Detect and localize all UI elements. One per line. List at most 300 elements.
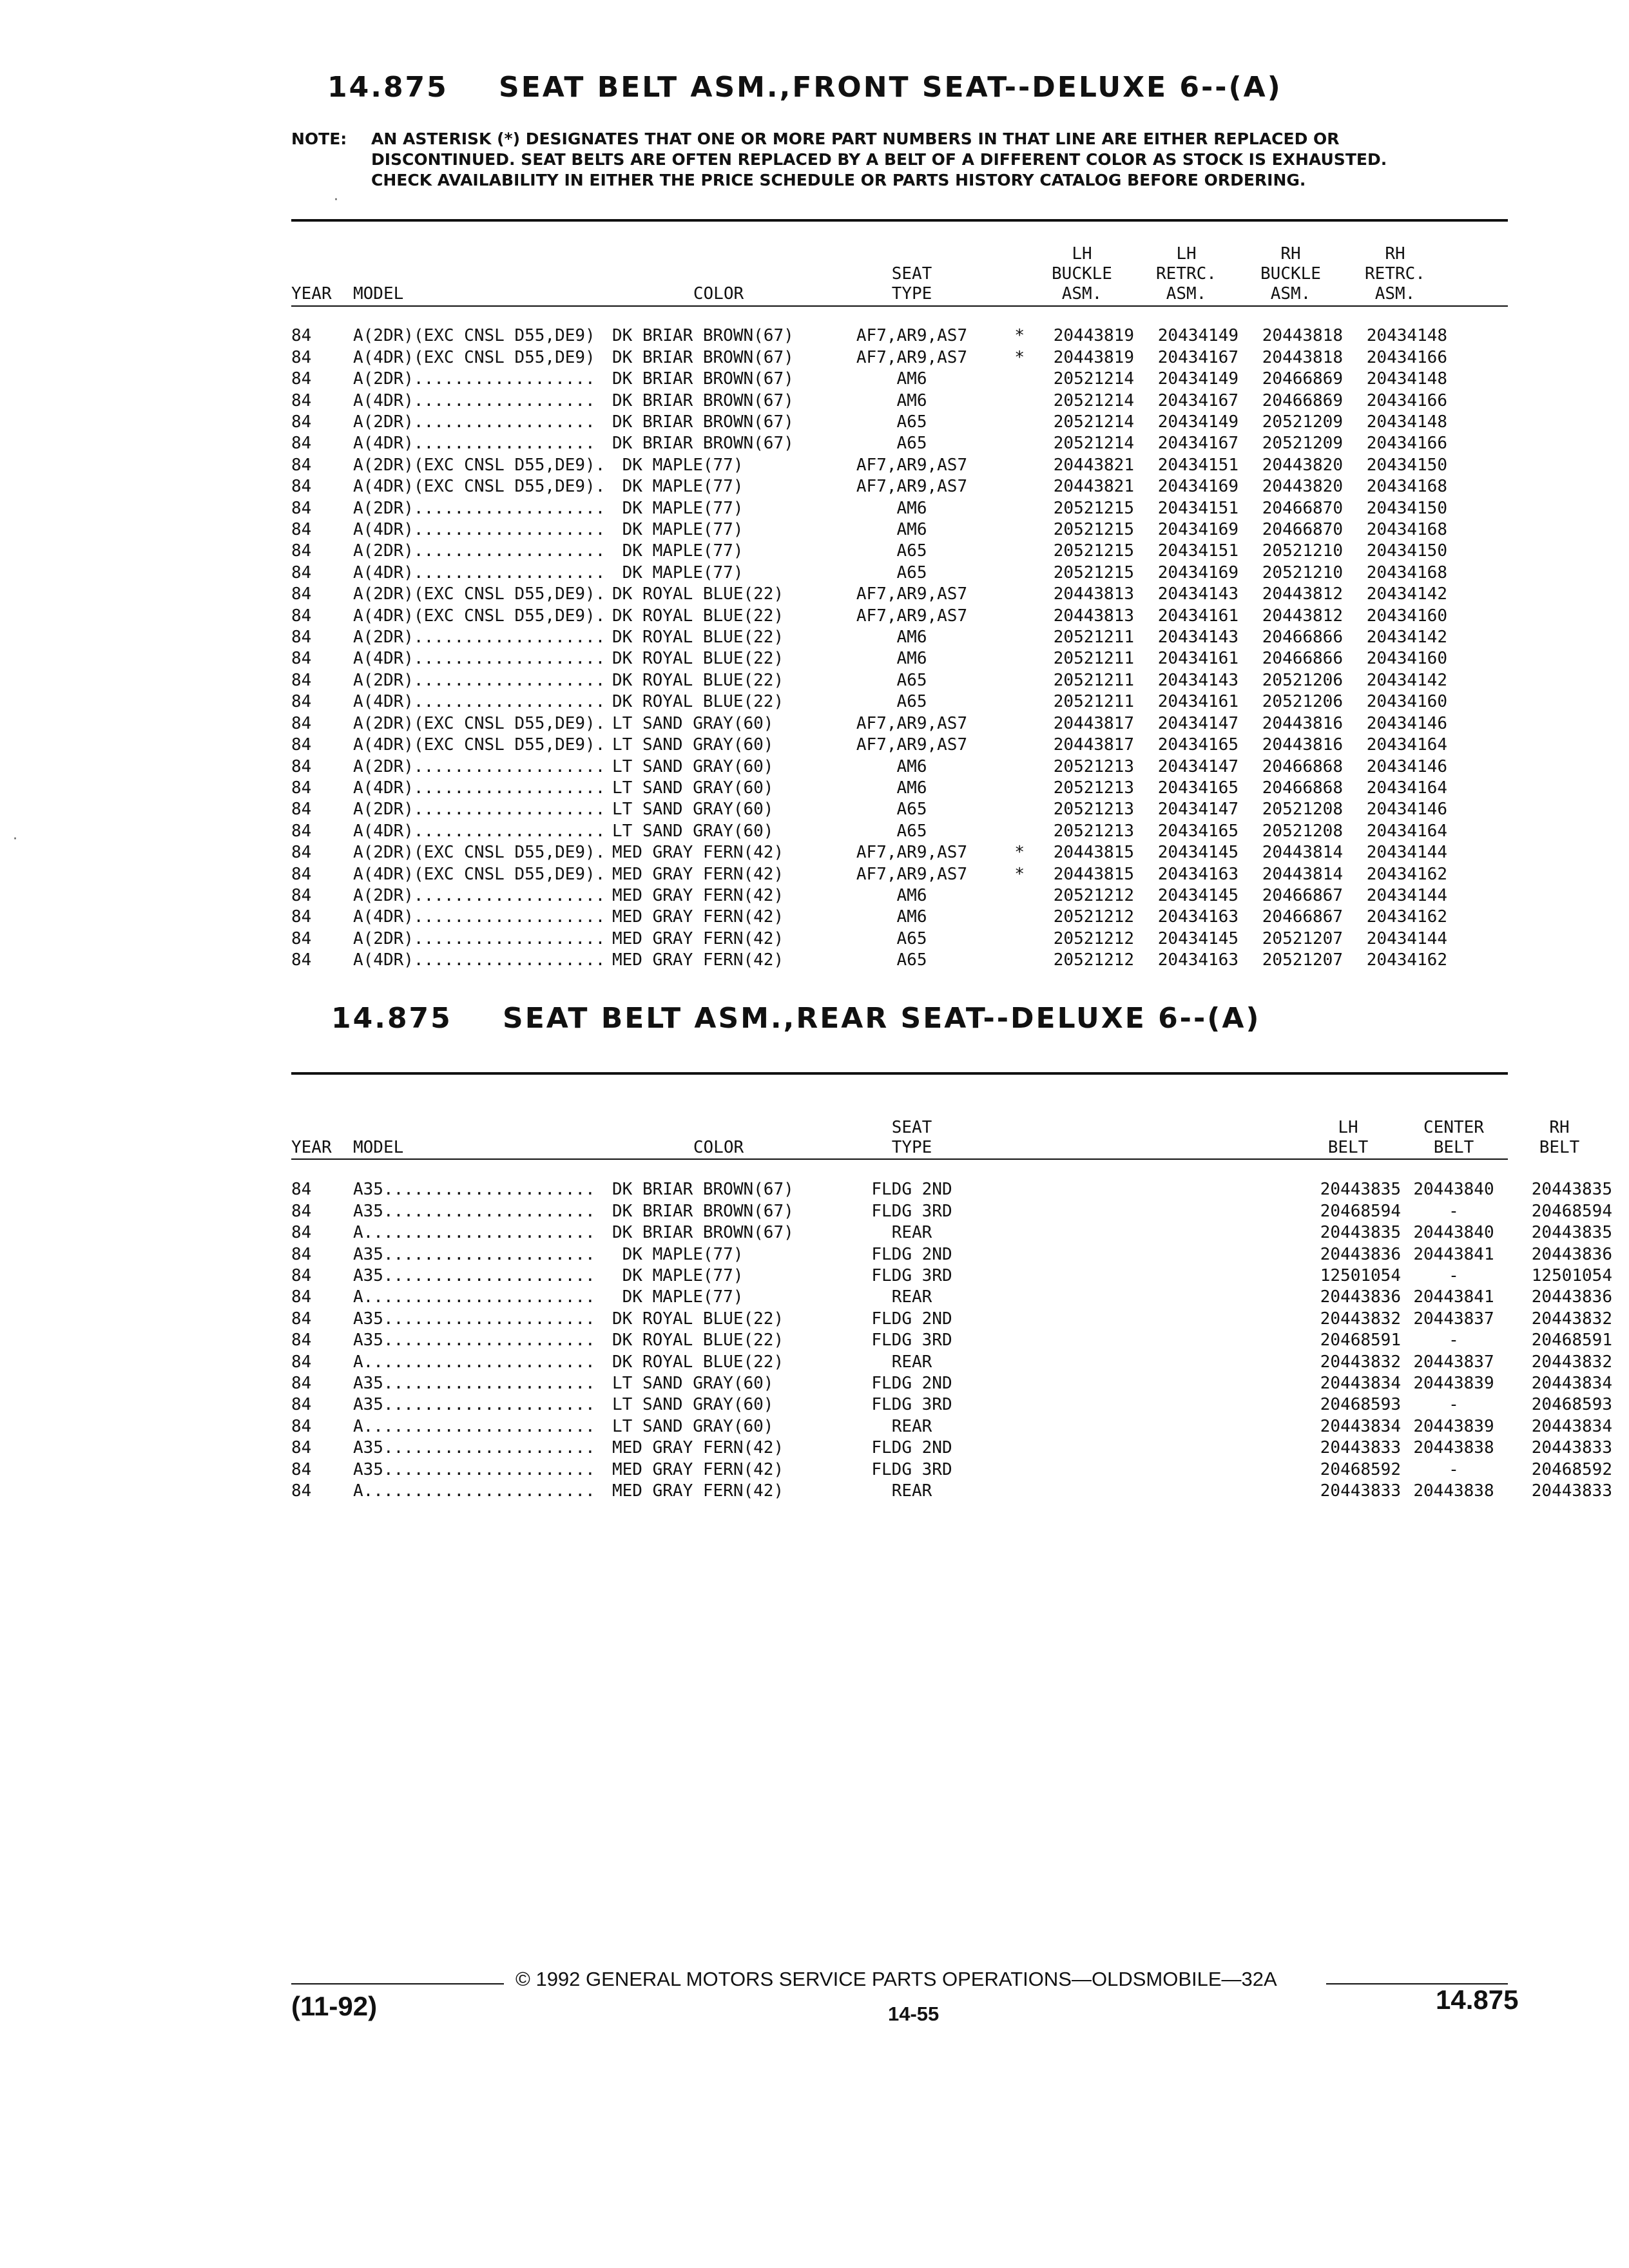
rh-buckle-cell: 20443812 xyxy=(1262,606,1343,626)
color-cell: DK ROYAL BLUE(22) xyxy=(612,692,784,712)
rh-belt-cell: 20468593 xyxy=(1531,1395,1612,1415)
col-star xyxy=(999,232,1030,304)
color-cell: MED GRAY FERN(42) xyxy=(612,864,784,884)
year-cell: 84 xyxy=(291,369,312,389)
year-cell: 84 xyxy=(291,1223,312,1243)
table-row xyxy=(291,1330,1612,1351)
asterisk-cell xyxy=(999,950,1030,971)
seat-type-cell: REAR xyxy=(891,1416,932,1436)
color-cell: LT SAND GRAY(60) xyxy=(612,735,774,755)
rh-retrc-cell: 20434150 xyxy=(1366,541,1447,561)
col-color: COLOR xyxy=(693,1138,744,1157)
col-center-belt: CENTER BELT xyxy=(1423,1118,1484,1157)
col-rh-buckle: RH BUCKLE ASM. xyxy=(1260,244,1321,303)
lh-buckle-cell: 20521214 xyxy=(1053,369,1134,389)
lh-retrc-cell: 20434151 xyxy=(1157,498,1239,518)
table-row xyxy=(291,1373,1612,1394)
center-belt-cell: - xyxy=(1449,1395,1459,1415)
asterisk-cell xyxy=(999,756,1030,778)
lh-belt-cell: 20443835 xyxy=(1320,1180,1401,1200)
asterisk-cell xyxy=(999,778,1030,799)
section-title: SEAT BELT ASM.,FRONT SEAT--DELUXE 6--(A) xyxy=(499,71,1282,104)
rh-buckle-cell: 20521208 xyxy=(1262,821,1343,841)
seat-type-cell: AF7,AR9,AS7 xyxy=(856,735,968,755)
lh-retrc-cell: 20434165 xyxy=(1157,735,1239,755)
year-cell: 84 xyxy=(291,1374,312,1394)
table-row xyxy=(291,821,1447,842)
model-cell: A(4DR)(EXC CNSL D55,DE9). xyxy=(353,735,606,755)
seat-type-cell: A65 xyxy=(896,950,927,970)
lh-retrc-cell: 20434143 xyxy=(1157,628,1239,648)
center-belt-cell: - xyxy=(1449,1201,1459,1221)
color-cell: DK BRIAR BROWN(67) xyxy=(612,1201,794,1221)
footer-page-number: 14-55 xyxy=(888,2003,940,2025)
color-cell: LT SAND GRAY(60) xyxy=(612,778,774,798)
seat-type-cell: FLDG 3RD xyxy=(871,1395,952,1415)
rh-belt-cell: 20443836 xyxy=(1531,1244,1612,1264)
color-cell: DK ROYAL BLUE(22) xyxy=(612,1309,784,1329)
lh-belt-cell: 20443834 xyxy=(1320,1374,1401,1394)
rh-buckle-cell: 20466867 xyxy=(1262,907,1343,927)
asterisk-cell xyxy=(999,928,1030,950)
lh-buckle-cell: 20443815 xyxy=(1053,843,1134,863)
color-cell: DK MAPLE(77) xyxy=(612,455,744,475)
spacer-cell xyxy=(999,1459,1295,1481)
seat-type-cell: AM6 xyxy=(896,907,927,927)
lh-belt-cell: 20443832 xyxy=(1320,1309,1401,1329)
lh-belt-cell: 20468592 xyxy=(1320,1459,1401,1479)
model-cell: A(4DR)................... xyxy=(353,950,606,970)
section-number: 14.875 xyxy=(331,1002,452,1035)
color-cell: DK MAPLE(77) xyxy=(612,498,744,518)
lh-retrc-cell: 20434143 xyxy=(1157,584,1239,604)
lh-buckle-cell: 20443817 xyxy=(1053,713,1134,733)
rh-belt-cell: 20468591 xyxy=(1531,1331,1612,1350)
note-line: CHECK AVAILABILITY IN EITHER THE PRICE SCHEDULE OR PARTS HISTORY CATALOG BEFORE ORDERING. xyxy=(371,171,1306,189)
year-cell: 84 xyxy=(291,1287,312,1307)
spacer-cell xyxy=(999,1373,1295,1394)
year-cell: 84 xyxy=(291,778,312,798)
asterisk-cell xyxy=(999,885,1030,907)
rh-buckle-cell: 20521207 xyxy=(1262,928,1343,948)
table-row xyxy=(291,1179,1612,1200)
table-row xyxy=(291,1416,1612,1437)
model-cell: A35..................... xyxy=(353,1438,595,1458)
lh-retrc-cell: 20434143 xyxy=(1157,670,1239,690)
model-cell: A(2DR)(EXC CNSL D55,DE9). xyxy=(353,584,606,604)
year-cell: 84 xyxy=(291,477,312,497)
asterisk-cell xyxy=(999,648,1030,669)
model-cell: A(4DR)................... xyxy=(353,821,606,841)
lh-belt-cell: 20443833 xyxy=(1320,1481,1401,1501)
seat-type-cell: FLDG 2ND xyxy=(871,1180,952,1200)
rh-retrc-cell: 20434146 xyxy=(1366,800,1447,820)
seat-type-cell: AF7,AR9,AS7 xyxy=(856,477,968,497)
table-row xyxy=(291,412,1447,433)
lh-retrc-cell: 20434163 xyxy=(1157,864,1239,884)
rh-belt-cell: 20443836 xyxy=(1531,1287,1612,1307)
rh-belt-cell: 12501054 xyxy=(1531,1266,1612,1286)
color-cell: DK ROYAL BLUE(22) xyxy=(612,1331,784,1350)
lh-buckle-cell: 20521212 xyxy=(1053,907,1134,927)
rh-retrc-cell: 20434164 xyxy=(1366,778,1447,798)
rh-buckle-cell: 20466870 xyxy=(1262,498,1343,518)
asterisk-cell xyxy=(999,584,1030,605)
color-cell: DK MAPLE(77) xyxy=(612,520,744,540)
lh-retrc-cell: 20434167 xyxy=(1157,390,1239,410)
rh-belt-cell: 20443833 xyxy=(1531,1481,1612,1501)
color-cell: DK BRIAR BROWN(67) xyxy=(612,1180,794,1200)
footer-section-number: 14.875 xyxy=(1436,1984,1519,2015)
asterisk-cell xyxy=(999,713,1030,735)
lh-retrc-cell: 20434149 xyxy=(1157,412,1239,432)
lh-buckle-cell: 20521211 xyxy=(1053,692,1134,712)
table-row xyxy=(291,433,1447,454)
model-cell: A(2DR).................. xyxy=(353,412,595,432)
lh-retrc-cell: 20434161 xyxy=(1157,649,1239,669)
year-cell: 84 xyxy=(291,326,312,346)
asterisk-cell xyxy=(999,433,1030,454)
note-line: AN ASTERISK (*) DESIGNATES THAT ONE OR MORE PART NUMBERS IN THAT LINE ARE EITHER REPLACED OR xyxy=(371,130,1340,148)
model-cell: A35..................... xyxy=(353,1201,595,1221)
year-cell: 84 xyxy=(291,520,312,540)
table-row xyxy=(291,713,1447,735)
col-lh-belt: LH BELT xyxy=(1327,1118,1369,1157)
seat-type-cell: FLDG 3RD xyxy=(871,1201,952,1221)
seat-type-cell: REAR xyxy=(891,1287,932,1307)
rh-retrc-cell: 20434146 xyxy=(1366,756,1447,776)
front-seat-belt-table xyxy=(291,232,1447,972)
table-row xyxy=(291,498,1447,519)
lh-belt-cell: 20443836 xyxy=(1320,1244,1401,1264)
seat-type-cell: AM6 xyxy=(896,628,927,648)
seat-type-cell: AM6 xyxy=(896,390,927,410)
seat-type-cell: FLDG 2ND xyxy=(871,1438,952,1458)
seat-type-cell: AM6 xyxy=(896,369,927,389)
model-cell: A35..................... xyxy=(353,1266,595,1286)
rh-buckle-cell: 20443814 xyxy=(1262,864,1343,884)
table-row xyxy=(291,799,1447,820)
center-belt-cell: - xyxy=(1449,1266,1459,1286)
model-cell: A....................... xyxy=(353,1287,595,1307)
lh-buckle-cell: 20521211 xyxy=(1053,628,1134,648)
color-cell: DK ROYAL BLUE(22) xyxy=(612,584,784,604)
seat-type-cell: FLDG 3RD xyxy=(871,1266,952,1286)
table-row xyxy=(291,369,1447,390)
rh-buckle-cell: 20521210 xyxy=(1262,541,1343,561)
model-cell: A(4DR)(EXC CNSL D55,DE9). xyxy=(353,606,606,626)
lh-belt-cell: 12501054 xyxy=(1320,1266,1401,1286)
rh-buckle-cell: 20466870 xyxy=(1262,520,1343,540)
model-cell: A(4DR)................... xyxy=(353,692,606,712)
seat-type-cell: AM6 xyxy=(896,649,927,669)
col-rh-belt: RH BELT xyxy=(1539,1118,1580,1157)
color-cell: MED GRAY FERN(42) xyxy=(612,1481,784,1501)
asterisk-cell xyxy=(999,821,1030,842)
seat-type-cell: AM6 xyxy=(896,756,927,776)
center-belt-cell: 20443841 xyxy=(1413,1287,1494,1307)
note-label: NOTE: xyxy=(291,130,347,148)
color-cell: LT SAND GRAY(60) xyxy=(612,821,774,841)
table-row xyxy=(291,627,1447,648)
asterisk-cell xyxy=(999,907,1030,928)
year-cell: 84 xyxy=(291,756,312,776)
year-cell: 84 xyxy=(291,864,312,884)
rh-retrc-cell: 20434162 xyxy=(1366,907,1447,927)
lh-buckle-cell: 20521214 xyxy=(1053,390,1134,410)
rh-buckle-cell: 20443820 xyxy=(1262,477,1343,497)
rh-buckle-cell: 20443818 xyxy=(1262,347,1343,367)
seat-type-cell: A65 xyxy=(896,670,927,690)
lh-retrc-cell: 20434161 xyxy=(1157,692,1239,712)
model-cell: A35..................... xyxy=(353,1395,595,1415)
table-row xyxy=(291,541,1447,562)
rh-buckle-cell: 20521209 xyxy=(1262,434,1343,454)
lh-belt-cell: 20443835 xyxy=(1320,1223,1401,1243)
seat-type-cell: AF7,AR9,AS7 xyxy=(856,455,968,475)
lh-retrc-cell: 20434147 xyxy=(1157,756,1239,776)
lh-retrc-cell: 20434147 xyxy=(1157,713,1239,733)
footer-rule-left xyxy=(291,1983,504,1984)
model-cell: A(4DR)(EXC CNSL D55,DE9) xyxy=(353,347,595,367)
model-cell: A(2DR)................... xyxy=(353,541,606,561)
lh-retrc-cell: 20434165 xyxy=(1157,778,1239,798)
lh-buckle-cell: 20443821 xyxy=(1053,477,1134,497)
year-cell: 84 xyxy=(291,628,312,648)
col-year: YEAR xyxy=(291,1138,332,1157)
rh-retrc-cell: 20434150 xyxy=(1366,455,1447,475)
color-cell: DK BRIAR BROWN(67) xyxy=(612,347,794,367)
table-row xyxy=(291,950,1447,971)
color-cell: MED GRAY FERN(42) xyxy=(612,885,784,905)
rh-retrc-cell: 20434150 xyxy=(1366,498,1447,518)
table-row xyxy=(291,1352,1612,1373)
stray-mark: · xyxy=(334,192,338,208)
year-cell: 84 xyxy=(291,1180,312,1200)
center-belt-cell: 20443837 xyxy=(1413,1309,1494,1329)
asterisk-cell xyxy=(999,541,1030,562)
model-cell: A(4DR)................... xyxy=(353,907,606,927)
section-title: SEAT BELT ASM.,REAR SEAT--DELUXE 6--(A) xyxy=(503,1002,1261,1035)
col-year: YEAR xyxy=(291,284,332,303)
spacer-cell xyxy=(999,1179,1295,1200)
lh-buckle-cell: 20521213 xyxy=(1053,800,1134,820)
rule-top-front xyxy=(291,219,1508,222)
spacer-cell xyxy=(999,1201,1295,1222)
year-cell: 84 xyxy=(291,1481,312,1501)
rh-belt-cell: 20443835 xyxy=(1531,1180,1612,1200)
asterisk-cell xyxy=(999,476,1030,497)
lh-buckle-cell: 20443813 xyxy=(1053,606,1134,626)
table-row xyxy=(291,756,1447,778)
lh-retrc-cell: 20434145 xyxy=(1157,843,1239,863)
year-cell: 84 xyxy=(291,1352,312,1372)
asterisk-cell xyxy=(999,735,1030,756)
lh-retrc-cell: 20434151 xyxy=(1157,455,1239,475)
color-cell: MED GRAY FERN(42) xyxy=(612,1459,784,1479)
asterisk-cell xyxy=(999,498,1030,519)
seat-type-cell: FLDG 2ND xyxy=(871,1374,952,1394)
stray-mark: · xyxy=(13,831,17,847)
seat-type-cell: FLDG 3RD xyxy=(871,1331,952,1350)
rh-buckle-cell: 20521210 xyxy=(1262,562,1343,582)
rh-buckle-cell: 20466869 xyxy=(1262,390,1343,410)
table-row xyxy=(291,691,1447,713)
lh-retrc-cell: 20434165 xyxy=(1157,821,1239,841)
rh-buckle-cell: 20466867 xyxy=(1262,885,1343,905)
asterisk-cell: * xyxy=(1014,326,1025,346)
color-cell: DK BRIAR BROWN(67) xyxy=(612,326,794,346)
model-cell: A(2DR)................... xyxy=(353,928,606,948)
rh-belt-cell: 20443834 xyxy=(1531,1374,1612,1394)
lh-retrc-cell: 20434167 xyxy=(1157,434,1239,454)
seat-type-cell: A65 xyxy=(896,541,927,561)
seat-type-cell: AF7,AR9,AS7 xyxy=(856,864,968,884)
table-row xyxy=(291,1437,1612,1459)
lh-buckle-cell: 20443819 xyxy=(1053,347,1134,367)
rh-retrc-cell: 20434164 xyxy=(1366,821,1447,841)
center-belt-cell: 20443841 xyxy=(1413,1244,1494,1264)
center-belt-cell: 20443840 xyxy=(1413,1223,1494,1243)
seat-type-cell: AM6 xyxy=(896,498,927,518)
year-cell: 84 xyxy=(291,713,312,733)
color-cell: DK ROYAL BLUE(22) xyxy=(612,606,784,626)
rh-retrc-cell: 20434146 xyxy=(1366,713,1447,733)
asterisk-cell xyxy=(999,455,1030,476)
color-cell: DK BRIAR BROWN(67) xyxy=(612,390,794,410)
lh-buckle-cell: 20521215 xyxy=(1053,562,1134,582)
seat-type-cell: FLDG 2ND xyxy=(871,1244,952,1264)
seat-type-cell: A65 xyxy=(896,928,927,948)
year-cell: 84 xyxy=(291,390,312,410)
table-row xyxy=(291,606,1447,627)
table-row xyxy=(291,1222,1612,1244)
model-cell: A35..................... xyxy=(353,1244,595,1264)
year-cell: 84 xyxy=(291,735,312,755)
table-row xyxy=(291,1459,1612,1481)
table-row xyxy=(291,325,1447,347)
color-cell: LT SAND GRAY(60) xyxy=(612,800,774,820)
center-belt-cell: 20443837 xyxy=(1413,1352,1494,1372)
year-cell: 84 xyxy=(291,928,312,948)
model-cell: A(2DR)................... xyxy=(353,885,606,905)
section-number: 14.875 xyxy=(327,71,448,104)
color-cell: MED GRAY FERN(42) xyxy=(612,907,784,927)
rh-buckle-cell: 20521208 xyxy=(1262,800,1343,820)
color-cell: DK MAPLE(77) xyxy=(612,1244,744,1264)
year-cell: 84 xyxy=(291,347,312,367)
color-cell: MED GRAY FERN(42) xyxy=(612,843,784,863)
asterisk-cell xyxy=(999,519,1030,541)
model-cell: A35..................... xyxy=(353,1459,595,1479)
model-cell: A(2DR)................... xyxy=(353,628,606,648)
lh-buckle-cell: 20521213 xyxy=(1053,821,1134,841)
seat-type-cell: A65 xyxy=(896,692,927,712)
table-row xyxy=(291,476,1447,497)
rh-retrc-cell: 20434142 xyxy=(1366,628,1447,648)
color-cell: DK MAPLE(77) xyxy=(612,1287,744,1307)
lh-retrc-cell: 20434151 xyxy=(1157,541,1239,561)
asterisk-cell xyxy=(999,369,1030,390)
lh-retrc-cell: 20434163 xyxy=(1157,907,1239,927)
asterisk-cell xyxy=(999,691,1030,713)
spacer-cell xyxy=(999,1265,1295,1287)
col-model: MODEL xyxy=(353,1138,404,1157)
center-belt-cell: 20443839 xyxy=(1413,1416,1494,1436)
seat-type-cell: AF7,AR9,AS7 xyxy=(856,843,968,863)
lh-buckle-cell: 20521215 xyxy=(1053,520,1134,540)
model-cell: A(4DR)................... xyxy=(353,520,606,540)
model-cell: A(2DR)(EXC CNSL D55,DE9). xyxy=(353,843,606,863)
col-lh-buckle: LH BUCKLE ASM. xyxy=(1052,244,1112,303)
model-cell: A35..................... xyxy=(353,1309,595,1329)
color-cell: DK BRIAR BROWN(67) xyxy=(612,434,794,454)
rh-retrc-cell: 20434160 xyxy=(1366,649,1447,669)
lh-buckle-cell: 20521214 xyxy=(1053,412,1134,432)
model-cell: A....................... xyxy=(353,1416,595,1436)
model-cell: A(4DR)(EXC CNSL D55,DE9). xyxy=(353,477,606,497)
year-cell: 84 xyxy=(291,1438,312,1458)
year-cell: 84 xyxy=(291,1201,312,1221)
color-cell: LT SAND GRAY(60) xyxy=(612,1374,774,1394)
lh-buckle-cell: 20521211 xyxy=(1053,670,1134,690)
color-cell: DK MAPLE(77) xyxy=(612,541,744,561)
year-cell: 84 xyxy=(291,1416,312,1436)
table-row xyxy=(291,907,1447,928)
col-seat-type: SEAT TYPE xyxy=(891,1118,932,1157)
rh-buckle-cell: 20443816 xyxy=(1262,713,1343,733)
rh-belt-cell: 20468592 xyxy=(1531,1459,1612,1479)
year-cell: 84 xyxy=(291,907,312,927)
rh-retrc-cell: 20434160 xyxy=(1366,606,1447,626)
color-cell: DK ROYAL BLUE(22) xyxy=(612,628,784,648)
table-row xyxy=(291,864,1447,885)
rh-retrc-cell: 20434160 xyxy=(1366,692,1447,712)
rh-buckle-cell: 20466869 xyxy=(1262,369,1343,389)
seat-type-cell: A65 xyxy=(896,800,927,820)
color-cell: DK ROYAL BLUE(22) xyxy=(612,1352,784,1372)
color-cell: LT SAND GRAY(60) xyxy=(612,713,774,733)
center-belt-cell: - xyxy=(1449,1331,1459,1350)
table-row xyxy=(291,885,1447,907)
seat-type-cell: AF7,AR9,AS7 xyxy=(856,606,968,626)
model-cell: A....................... xyxy=(353,1352,595,1372)
model-cell: A(2DR)(EXC CNSL D55,DE9) xyxy=(353,326,595,346)
rh-retrc-cell: 20434164 xyxy=(1366,735,1447,755)
spacer-cell xyxy=(999,1287,1295,1308)
lh-buckle-cell: 20521211 xyxy=(1053,649,1134,669)
rh-retrc-cell: 20434148 xyxy=(1366,369,1447,389)
model-cell: A(2DR).................. xyxy=(353,369,595,389)
lh-buckle-cell: 20443813 xyxy=(1053,584,1134,604)
year-cell: 84 xyxy=(291,1309,312,1329)
year-cell: 84 xyxy=(291,584,312,604)
rh-retrc-cell: 20434168 xyxy=(1366,520,1447,540)
color-cell: DK MAPLE(77) xyxy=(612,562,744,582)
seat-type-cell: REAR xyxy=(891,1223,932,1243)
spacer-cell xyxy=(999,1244,1295,1265)
asterisk-cell xyxy=(999,562,1030,584)
color-cell: DK BRIAR BROWN(67) xyxy=(612,369,794,389)
spacer-cell xyxy=(999,1394,1295,1416)
lh-belt-cell: 20468594 xyxy=(1320,1201,1401,1221)
lh-buckle-cell: 20521212 xyxy=(1053,928,1134,948)
asterisk-cell xyxy=(999,799,1030,820)
table-row xyxy=(291,1394,1612,1416)
rh-buckle-cell: 20466868 xyxy=(1262,778,1343,798)
lh-retrc-cell: 20434169 xyxy=(1157,520,1239,540)
lh-retrc-cell: 20434147 xyxy=(1157,800,1239,820)
